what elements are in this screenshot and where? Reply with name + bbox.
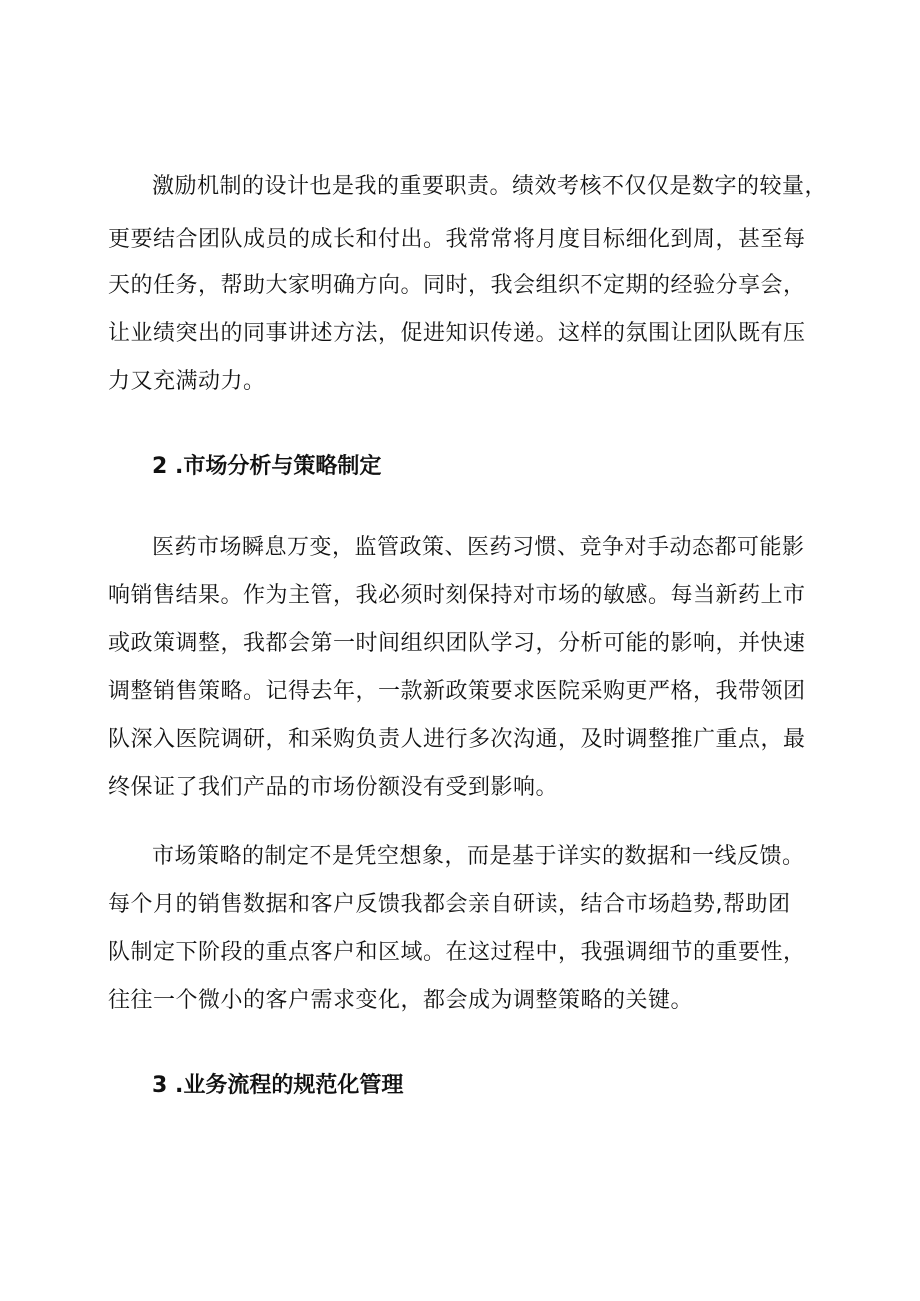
paragraph-line: 调整销售策略。记得去年，一款新政策要求医院采购更严格，我带领团 (108, 679, 806, 704)
paragraph-line: 激励机制的设计也是我的重要职责。绩效考核不仅仅是数字的较量， (152, 174, 828, 199)
paragraph-line: 更要结合团队成员的成长和付出。我常常将月度目标细化到周，甚至每 (108, 227, 806, 252)
paragraph-line: 让业绩突出的同事讲述方法，促进知识传递。这样的氛围让团队既有压 (108, 321, 806, 346)
paragraph-line: 医药市场瞬息万变，监管政策、医药习惯、竞争对手动态都可能影 (152, 535, 805, 560)
paragraph-line: 队制定下阶段的重点客户和区域。在这过程中，我强调细节的重要性， (108, 940, 806, 965)
paragraph-line: 响销售结果。作为主管，我必须时刻保持对市场的敏感。每当新药上市 (108, 583, 806, 608)
section-heading-process-management: 3 .业务流程的规范化管理 (152, 1073, 404, 1098)
section-heading-market-analysis: 2 .市场分析与策略制定 (152, 454, 382, 479)
paragraph-line: 终保证了我们产品的市场份额没有受到影响。 (108, 775, 559, 800)
paragraph-line: 每个月的销售数据和客户反馈我都会亲自研读，结合市场趋势,帮助团 (108, 892, 791, 917)
paragraph-line: 往往一个微小的客户需求变化，都会成为调整策略的关键。 (108, 988, 694, 1013)
paragraph-line: 天的任务，帮助大家明确方向。同时，我会组织不定期的经验分享会， (108, 273, 806, 298)
paragraph-line: 队深入医院调研，和采购负责人进行多次沟通，及时调整推广重点，最 (108, 727, 806, 752)
paragraph-line: 或政策调整，我都会第一时间组织团队学习，分析可能的影响，并快速 (108, 631, 806, 656)
paragraph-line: 力又充满动力。 (108, 369, 266, 394)
paragraph-line: 市场策略的制定不是凭空想象，而是基于详实的数据和一线反馈。 (152, 844, 805, 869)
